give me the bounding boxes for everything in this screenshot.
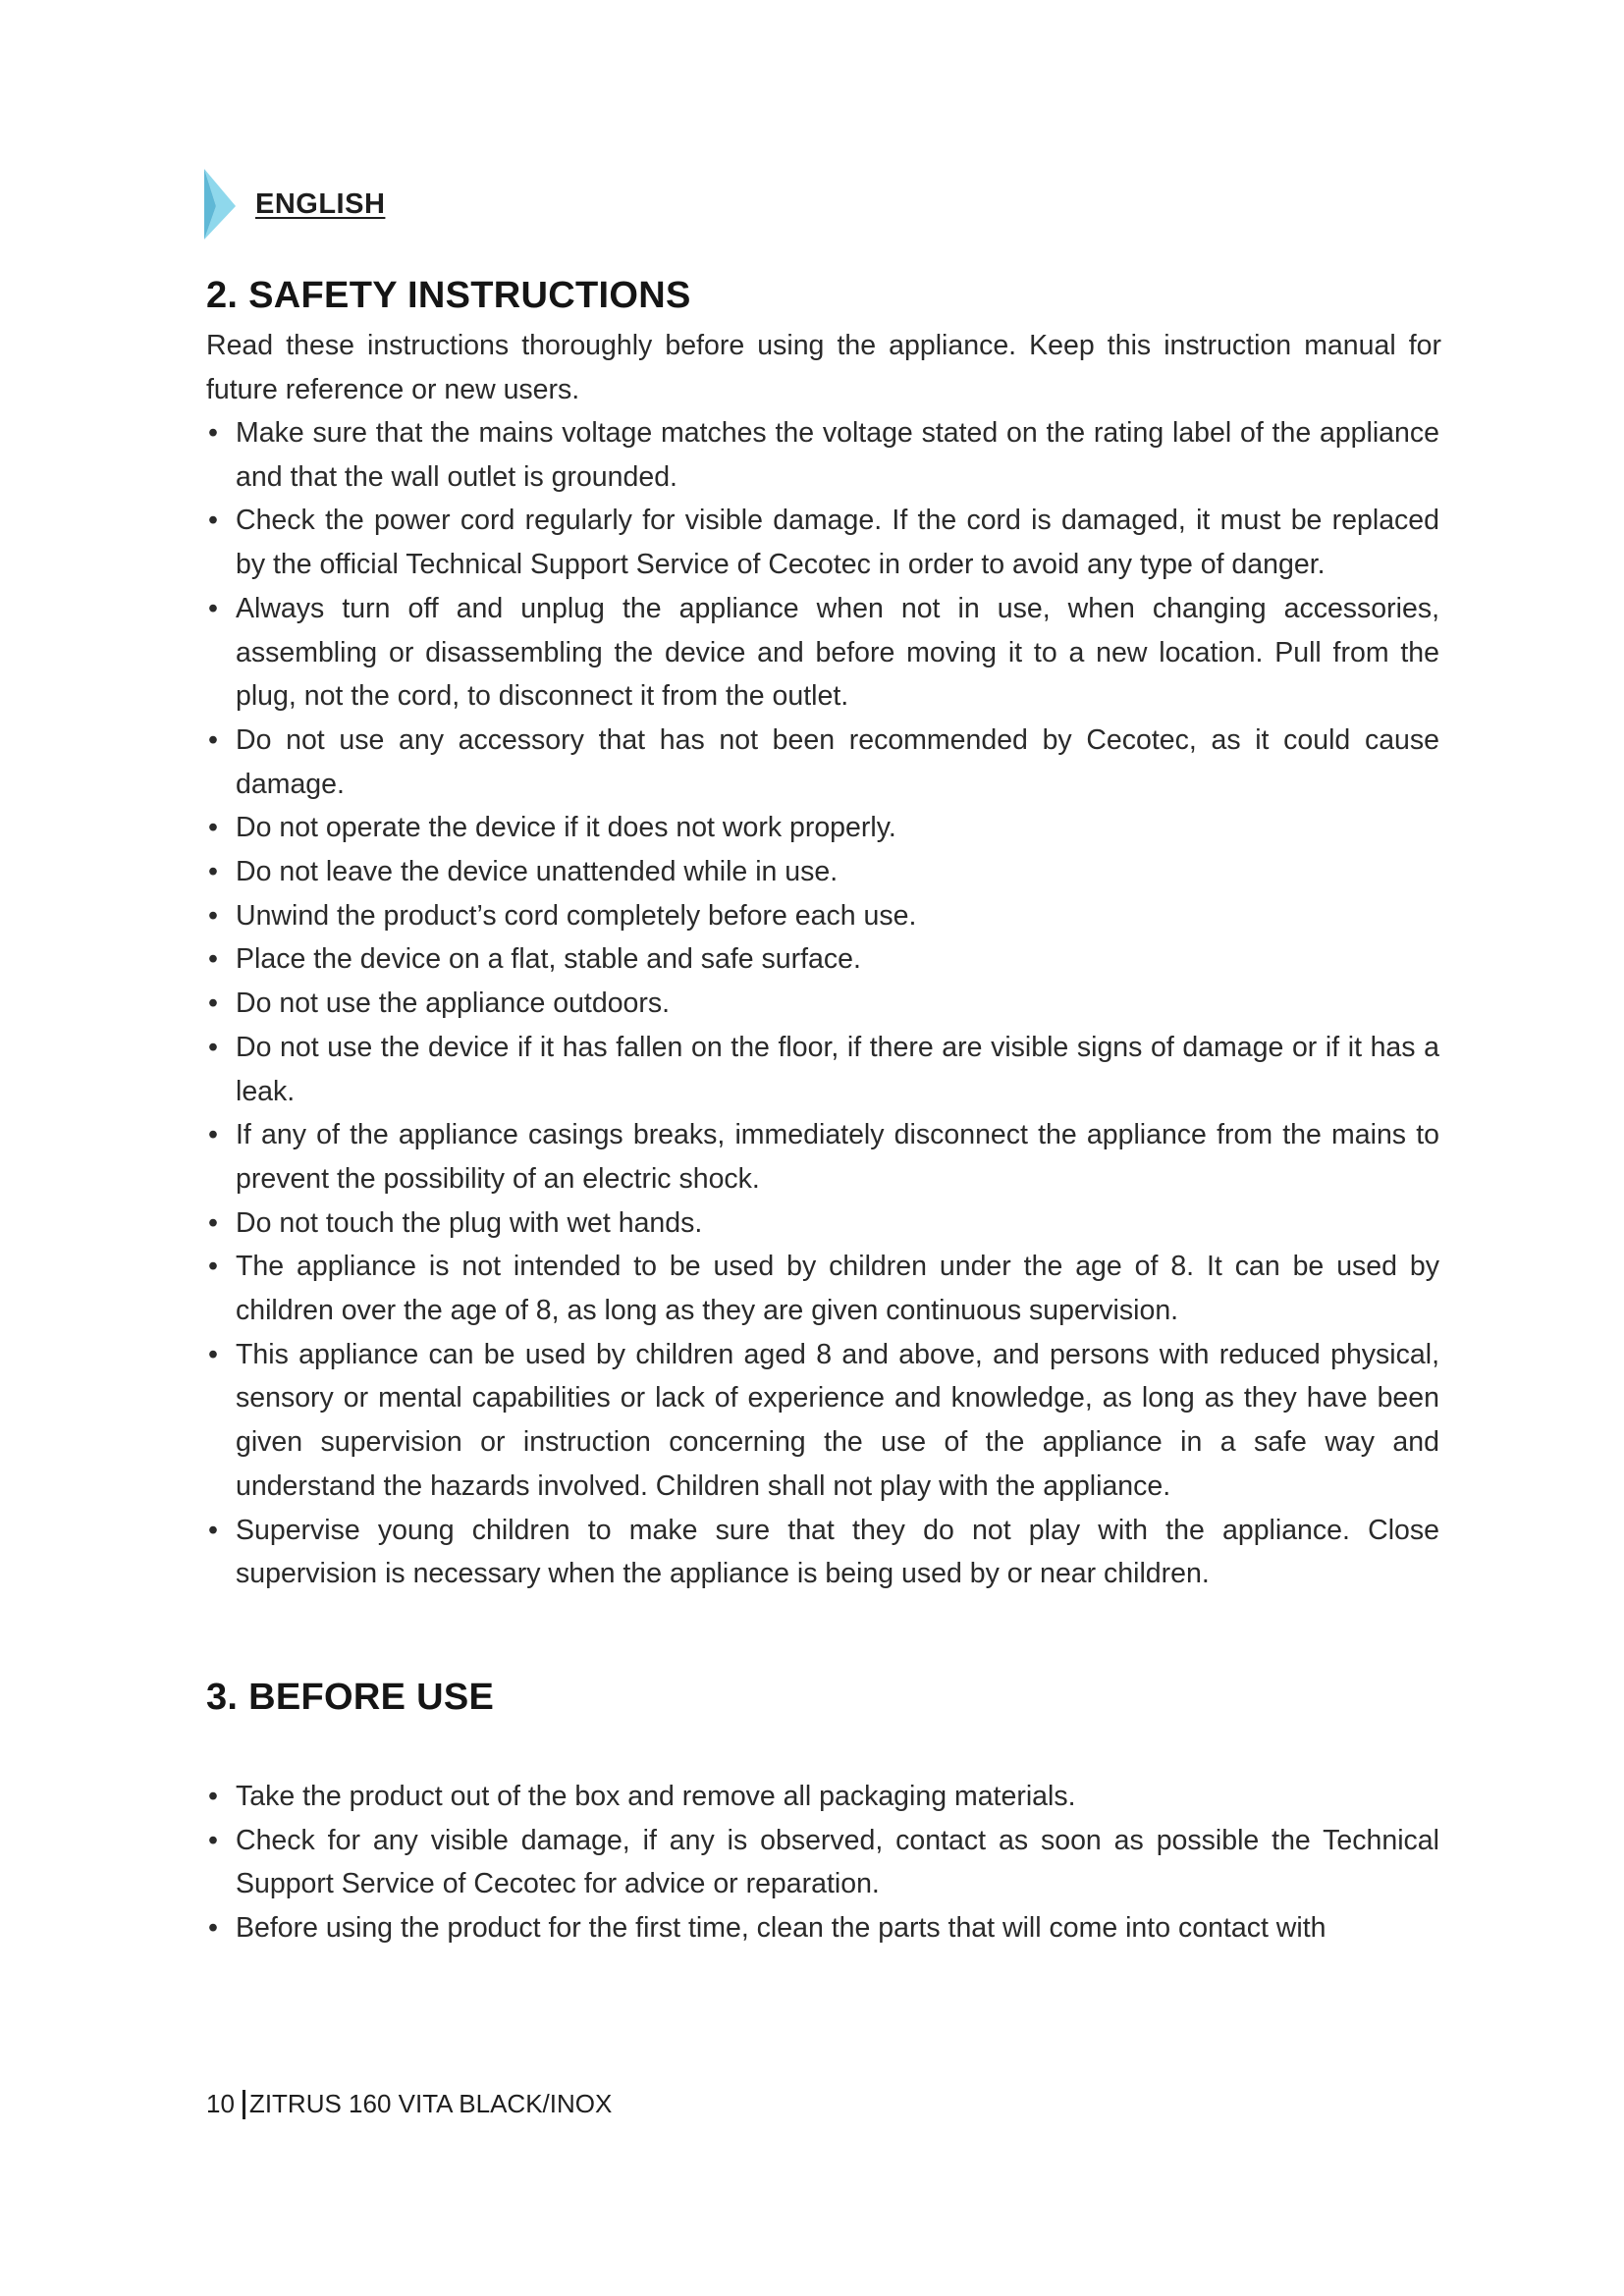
model-name: ITRUS 160 VITA BLACK/INOX	[264, 2089, 613, 2118]
list-item: • The appliance is not intended to be used by children under the age of 8. It can be used by children over the age of 8, as long as they are given continuous supervision.	[206, 1245, 1439, 1332]
list-item: • Make sure that the mains voltage matches the voltage stated on the rating label of the appliance and that the wall outlet is grounded.	[206, 411, 1439, 499]
list-item: • Do not touch the plug with wet hands.	[206, 1201, 1439, 1246]
footer-separator	[243, 2090, 245, 2119]
list-item: • Always turn off and unplug the appliance when not in use, when changing accessories, assembling or disassembling the device and before moving it to a new location. Pull from the plug, not the cord, to disconnect it from the outlet.	[206, 587, 1439, 719]
list-item: • Unwind the product’s cord completely before each use.	[206, 894, 1439, 938]
cecotec-arrow-logo-icon	[202, 169, 238, 240]
before-use-heading: 3. BEFORE USE	[206, 1677, 495, 1718]
list-item: • If any of the appliance casings breaks, immediately disconnect the appliance from the mains to prevent the possibility of an electric shock.	[206, 1113, 1439, 1201]
page-number: 10	[206, 2089, 235, 2118]
before-use-list	[206, 1775, 1439, 1950]
list-item: • Do not use the device if it has fallen on the floor, if there are visible signs of damage or if it has a leak.	[206, 1026, 1439, 1113]
safety-intro-paragraph: Read these instructions thoroughly before using the appliance. Keep this instruction manual for future reference or new users.	[206, 330, 1441, 405]
list-item: • Do not use any accessory that has not been recommended by Cecotec, as it could cause damage.	[206, 719, 1439, 806]
safety-instructions-heading: 2. SAFETY INSTRUCTIONS	[206, 275, 691, 316]
list-item: • Place the device on a flat, stable and safe surface.	[206, 937, 1439, 982]
language-label: ENGLISH	[255, 187, 386, 220]
list-item: • Do not operate the device if it does not work properly.	[206, 806, 1439, 850]
list-item: • Check for any visible damage, if any is observed, contact as soon as possible the Technical Support Service of Cecotec for advice or reparation.	[206, 1819, 1439, 1906]
list-item: • Check the power cord regularly for visible damage. If the cord is damaged, it must be replaced by the official Technical Support Service of Cecotec in order to avoid any type of danger.	[206, 499, 1439, 586]
list-item: • Take the product out of the box and remove all packaging materials.	[206, 1775, 1439, 1819]
list-item: • Supervise young children to make sure that they do not play with the appliance. Close supervision is necessary when the appliance is being used by or near children.	[206, 1509, 1439, 1596]
list-item: • Do not use the appliance outdoors.	[206, 982, 1439, 1026]
language-header	[202, 169, 385, 240]
list-item: • This appliance can be used by children aged 8 and above, and persons with reduced physical, sensory or mental capabilities or lack of experience and knowledge, as long as they have been given supervision or instruction concerning the use of the appliance in a safe way and understand the hazards involved. Children shall not play with the appliance.	[206, 1333, 1439, 1509]
list-item: • Before using the product for the first time, clean the parts that will come into contact with	[206, 1906, 1439, 1950]
safety-instructions-list	[206, 411, 1439, 1596]
page-footer	[206, 2089, 612, 2119]
model-name-prefix: Z	[248, 2089, 265, 2118]
list-item: • Do not leave the device unattended while in use.	[206, 850, 1439, 894]
